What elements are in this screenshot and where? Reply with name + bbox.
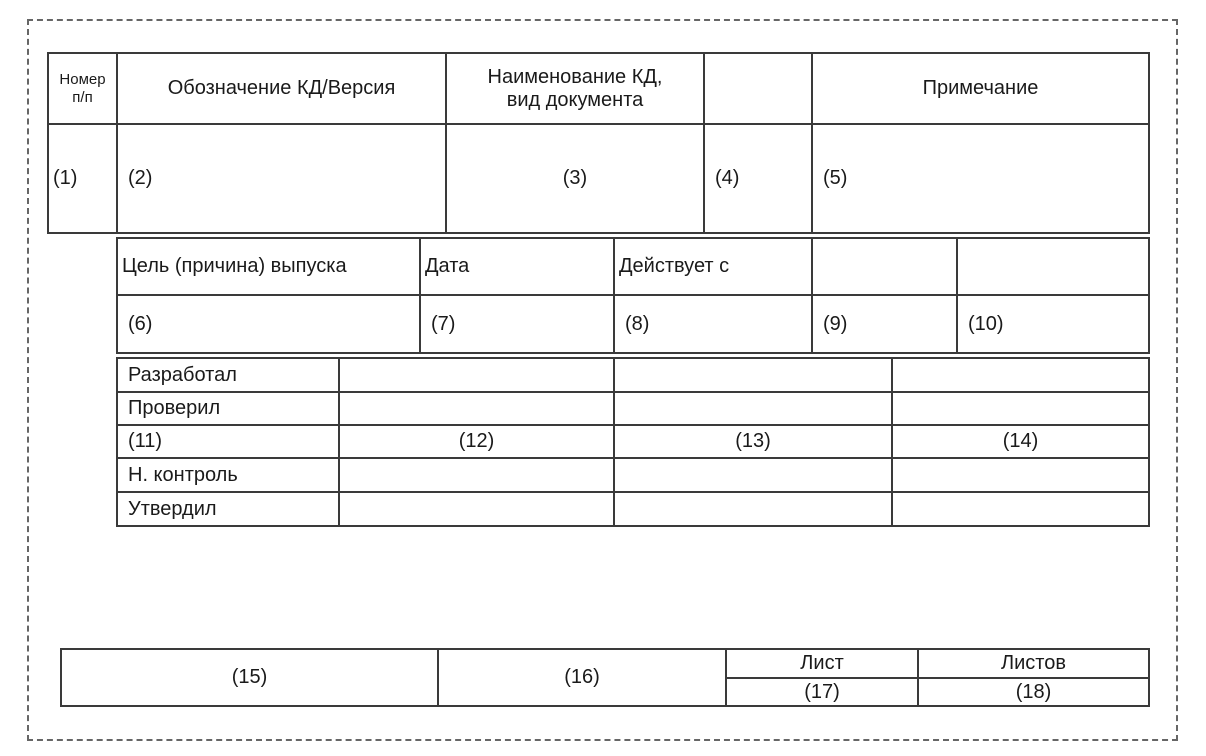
extra-header [703,52,813,125]
signature-col13-r4 [613,457,893,493]
field-8: (8) [613,294,813,354]
approved-label: Утвердил [116,491,340,527]
name-header: Наименование КД, вид документа [445,52,705,125]
field-11: (11) [116,424,340,459]
field-2: (2) [116,123,447,234]
field-5: (5) [811,123,1150,234]
valid-from-header: Действует с [613,237,813,296]
release-extra-header-1 [811,237,958,296]
date-header: Дата [419,237,615,296]
field-1: (1) [47,123,118,234]
field-16: (16) [437,648,727,707]
signature-col14-r2 [891,391,1150,426]
field-10: (10) [956,294,1150,354]
norm-control-label: Н. контроль [116,457,340,493]
field-6: (6) [116,294,421,354]
signature-col13-r1 [613,357,893,393]
field-4: (4) [703,123,813,234]
signature-col13-r5 [613,491,893,527]
release-extra-header-2 [956,237,1150,296]
signature-col12-r1 [338,357,615,393]
signature-col13-r2 [613,391,893,426]
designation-header: Обозначение КД/Версия [116,52,447,125]
note-header: Примечание [811,52,1150,125]
field-12: (12) [338,424,615,459]
signature-col14-r1 [891,357,1150,393]
field-17: (17) [725,677,919,707]
signature-col12-r2 [338,391,615,426]
field-18: (18) [917,677,1150,707]
field-9: (9) [811,294,958,354]
field-3: (3) [445,123,705,234]
signature-col12-r4 [338,457,615,493]
number-header: Номер п/п [47,52,118,125]
field-14: (14) [891,424,1150,459]
sheet-label: Лист [725,648,919,679]
field-13: (13) [613,424,893,459]
signature-col12-r5 [338,491,615,527]
signature-col14-r5 [891,491,1150,527]
sheets-label: Листов [917,648,1150,679]
field-7: (7) [419,294,615,354]
field-15: (15) [60,648,439,707]
purpose-header: Цель (причина) выпуска [116,237,421,296]
signature-col14-r4 [891,457,1150,493]
checked-label: Проверил [116,391,340,426]
developed-label: Разработал [116,357,340,393]
